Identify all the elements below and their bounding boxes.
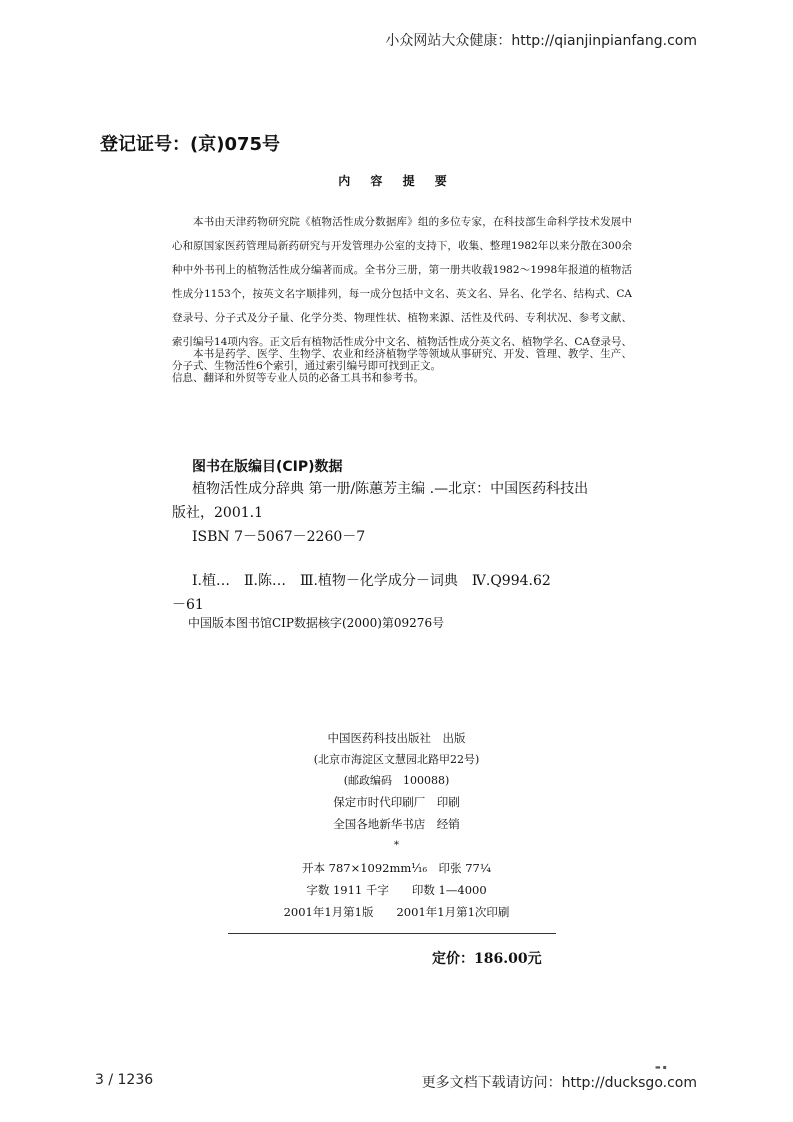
imprint-address: (北京市海淀区文慧园北路甲22号) — [313, 753, 480, 766]
imprint-separator: * — [394, 840, 399, 851]
footer-download-link[interactable]: 更多文档下载请访问：http://ducksgo.com — [421, 1075, 697, 1091]
cip-isbn: ISBN 7－5067－2260－7 — [192, 529, 366, 545]
scan-mark: ▬ ▪ — [655, 1064, 667, 1071]
imprint-distributor: 全国各地新华书店 经销 — [333, 817, 460, 831]
imprint-publisher: 中国医药科技出版社 出版 — [327, 731, 466, 745]
cip-classification: Ⅰ.植… Ⅱ.陈… Ⅲ.植物－化学成分－词典 Ⅳ.Q994.62 — [192, 573, 551, 589]
imprint-edition: 2001年1月第1版 2001年1月第1次印刷 — [283, 905, 510, 919]
summary-title: 内 容 提 要 — [338, 174, 455, 188]
page-indicator: 3 / 1236 — [95, 1072, 154, 1088]
cip-classification: －61 — [172, 597, 204, 613]
divider-rule — [228, 933, 556, 934]
cip-line: 植物活性成分辞典 第一册/陈蕙芳主编 .—北京：中国医药科技出 — [192, 481, 589, 497]
cip-line: 版社，2001.1 — [172, 505, 263, 521]
summary-paragraph: 本书由天津药物研究院《植物活性成分数据库》组的多位专家，在科技部生命科学技术发展中心和原国家医药管理局新药研究与开发管理办公室的支持下，收集、整理1982年以来分散在300余种中外书刊上的植物活性成分编著而成。全书分三册，第一册共收载1982～1998年报道的植物活性成分1153个，按英文名字顺排列，每一成分包括中文名、英文名、异名、化学名、结构式、CA登录号、分子式及分子量、化学分类、物理性状、植物来源、活性及代码、专利状况、参考文献、索引编号14项内容。正文后有植物活性成分中文名、植物活性成分英文名、植物学名、CA登录号、分子式、生物活性6个索引，通过索引编号即可找到正文。 — [172, 216, 632, 372]
cip-title: 图书在版编目(CIP)数据 — [192, 459, 343, 475]
imprint-printer: 保定市时代印刷厂 印刷 — [333, 795, 460, 809]
registration-number: 登记证号：(京)075号 — [100, 134, 281, 155]
imprint-format: 开本 787×1092mm¹⁄₁₆ 印张 77¼ — [301, 861, 491, 875]
price: 定价：186.00元 — [432, 951, 542, 967]
header-site-text: 小众网站大众健康：http://qianjinpianfang.com — [385, 33, 697, 49]
imprint-postcode: (邮政编码 100088) — [343, 774, 450, 787]
imprint-wordcount: 字数 1911 千字 印数 1—4000 — [306, 883, 487, 897]
cip-record: 中国版本图书馆CIP数据核字(2000)第09276号 — [188, 616, 445, 630]
summary-paragraph: 本书是药学、医学、生物学、农业和经济植物学等领域从事研究、开发、管理、教学、生产、信息、翻译和外贸等专业人员的必备工具书和参考书。 — [172, 348, 632, 384]
